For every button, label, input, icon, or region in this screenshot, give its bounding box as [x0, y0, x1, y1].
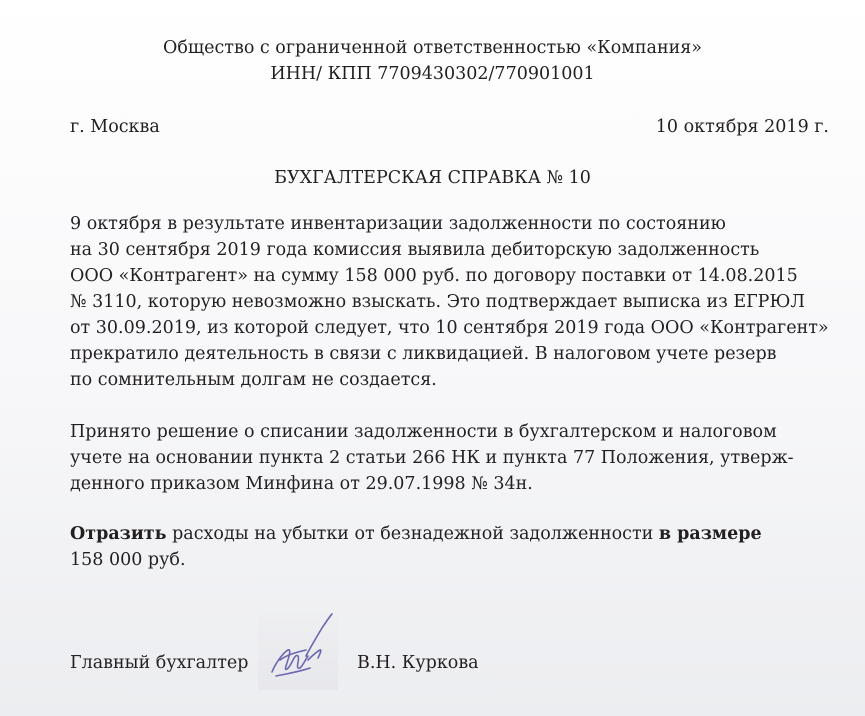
- paragraph-line: учете на основании пункта 2 статьи 266 НК и пункта 77 Положения, утверж-: [70, 448, 794, 468]
- city: г. Москва: [70, 117, 160, 137]
- paragraph-line: от 30.09.2019, из которой следует, что 10 сентября 2019 года ООО «Контрагент»: [70, 318, 829, 338]
- paragraph-line: Принято решение о списании задолженности в бухгалтерском и налоговом: [70, 422, 777, 442]
- signatory-name: В.Н. Куркова: [357, 653, 479, 673]
- paragraph-line: прекратило деятельность в связи с ликвидацией. В налоговом учете резерв: [70, 344, 777, 364]
- paragraph-line: 158 000 руб.: [70, 550, 186, 570]
- paragraph-expense: [70, 521, 762, 573]
- paragraph-line: [70, 521, 762, 547]
- paragraph-line: ООО «Контрагент» на сумму 158 000 руб. по договору поставки от 14.08.2015: [70, 266, 798, 286]
- bold-text: в размере: [658, 524, 762, 544]
- signature-image: [258, 602, 338, 690]
- paragraph-line: № 3110, которую невозможно взыскать. Это подтверждает выписка из ЕГРЮЛ: [70, 292, 805, 312]
- org-name: Общество с ограниченной ответственностью «Компания»: [162, 38, 703, 58]
- paragraph-line: денного приказом Минфина от 29.07.1998 № 34н.: [70, 474, 533, 494]
- paragraph-line: по сомнительным долгам не создается.: [70, 370, 437, 390]
- paragraph-line: на 30 сентября 2019 года комиссия выявила дебиторскую задолженность: [70, 240, 760, 260]
- paragraph-decision: [70, 419, 794, 497]
- document-title: БУХГАЛТЕРСКАЯ СПРАВКА № 10: [274, 168, 591, 188]
- paragraph-inventory: [70, 211, 829, 393]
- paragraph-text: расходы на убытки от безнадежной задолженности: [166, 524, 659, 544]
- document-date: 10 октября 2019 г.: [655, 117, 829, 137]
- handwritten-signature-icon: [258, 602, 338, 690]
- bold-text: Отразить: [70, 524, 167, 544]
- inn-kpp: ИНН/ КПП 7709430302/770901001: [270, 64, 595, 84]
- paragraph-line: 9 октября в результате инвентаризации задолженности по состоянию: [70, 214, 726, 234]
- signatory-role: Главный бухгалтер: [70, 653, 249, 673]
